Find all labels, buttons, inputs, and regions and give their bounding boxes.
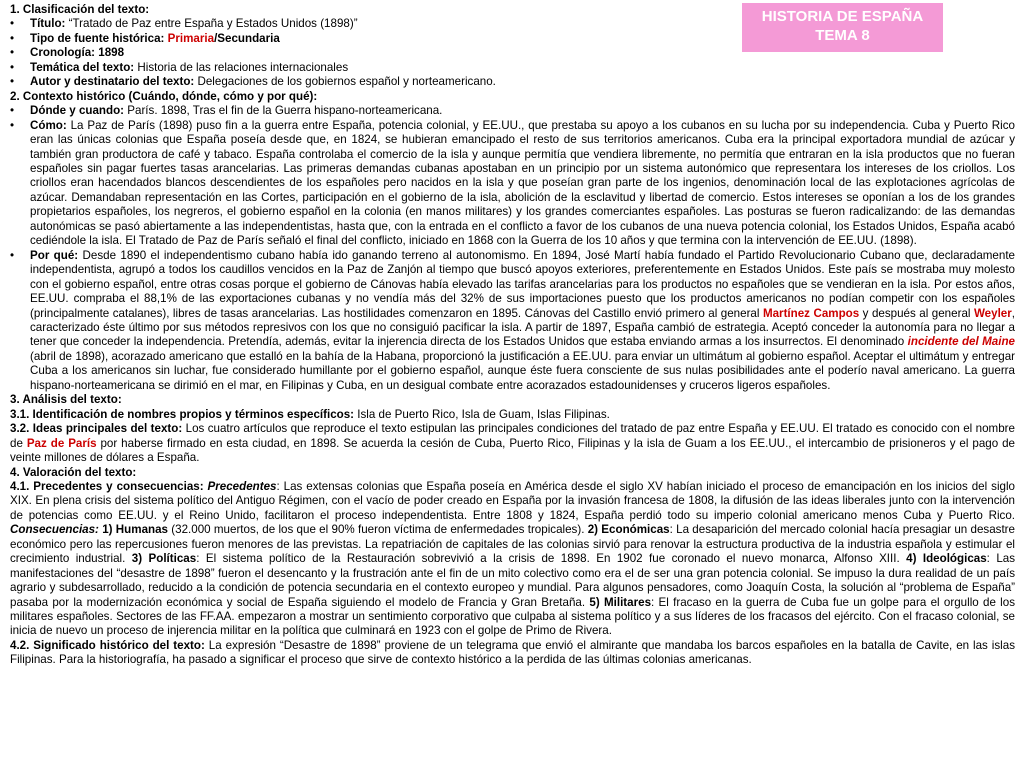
section-4-1: 4.1. Precedentes y consecuencias: Precedentes: Las extensas colonias que España poseía en América desde el siglo XV habían iniciado el proceso de emancipación en los inicios del siglo XIX. En plena crisis del sistema político del Antiguo Régimen, con el vacío de poder creado en España por la invasión francesa de 1808, la difusión de las ideas liberales junto con la intervención de potencias como EE.UU. y el Reino Unido, facilitaron el proceso independentista. Entre 1808 y 1824, España perdió todo su imperio colonial americano menos Cuba y Puerto Rico. Consecuencias: 1) Humanas (32.000 muertos, de los que el 90% fueron víctima de enfermedades tropicales). 2) Económicas: La desaparición del mercado colonial hacía presagiar un desastre económico pero las repercusiones fueron menores de las previstas. La repatriación de capitales de las colonias sirvió para renovar la estructura productiva de la industria española y estimular el crecimiento industrial. 3) Políticas: El sistema político de la Restauración sobrevivió a la crisis de 1898. En 1902 fue coronado el nuevo monarca, Alfonso XIII. 4) Ideológicas: Las manifestaciones del “desastre de 1898” fueron el desencanto y la frustración ante el fin de un mito colectivo como era el de ser una gran potencia colonial. Se impuso la dura realidad de un país agrario y subdesarrollado, reducido a la condición de potencia secundaria en el contexto europeo y mundial. Para algunos pensadores, como Joaquín Costa, la solución al “problema de España” pasaba por la modernización económica y social de España siguiendo el modelo de Francia y Gran Bretaña. 5) Militares: El fracaso en la guerra de Cuba fue un golpe para el orgullo de los militares españoles. Sectores de las FF.AA. empezaron a mostrar un sentimiento corporativo que culpaba al sistema político y a sus líderes de los fracasos del ejército. Con el fracaso colonial, se inicia de nuevo un proceso de injerencia militar en la política que culminará en 1923 con el golpe de Primo de Rivera. — [10, 479, 1016, 638]
badge-line2: TEMA 8 — [815, 27, 870, 44]
paz-de-paris: Paz de París — [26, 436, 97, 450]
section-3-2: 3.2. Ideas principales del texto: Los cuatro artículos que reproduce el texto estipulan las principales condiciones del tratado de paz entre España y EE.UU. El tratado es conocido con el nombre de Paz de París por haberse firmado en esta ciudad, en 1898. Se acuerda la cesión de Cuba, Puerto Rico, Filipinas y la isla de Guam a los EE.UU., el intercambio de prisioneros y el pago de veinte millones de dólares a España. — [10, 422, 1015, 465]
section-3-title: 3. Análisis del texto: — [10, 393, 122, 407]
bullet-fuente: • Tipo de fuente histórica: Primaria/Secundaria — [10, 31, 280, 45]
bullet-icon: • — [10, 46, 15, 60]
incidente-maine: incidente del Maine — [907, 335, 1015, 349]
bullet-icon: • — [10, 248, 15, 262]
section-4-title: 4. Valoración del texto: — [10, 465, 137, 479]
bullet-icon: • — [10, 104, 15, 118]
bullet-titulo: • Título: “Tratado de Paz entre España y Estados Unidos (1898)” — [10, 17, 358, 31]
bullet-donde: • Dónde y cuando: París. 1898, Tras el fin de la Guerra hispano-norteamericana. — [10, 104, 443, 118]
badge-line1: HISTORIA DE ESPAÑA — [761, 8, 924, 25]
section-3-1: 3.1. Identificación de nombres propios y términos específicos: Isla de Puerto Rico, Isla de Guam, Islas Filipinas. — [10, 407, 610, 421]
bullet-autor: • Autor y destinatario del texto: Delegaciones de los gobiernos español y norteamericano. — [10, 75, 496, 89]
bullet-cronologia: • Cronología: 1898 — [10, 46, 125, 60]
bullet-icon: • — [10, 75, 15, 89]
bullet-tematica: • Temática del texto: Historia de las relaciones internacionales — [10, 60, 349, 74]
section-1-title: 1. Clasificación del texto: — [10, 3, 150, 16]
bullet-icon: • — [10, 118, 15, 132]
bullet-como: • Cómo: La Paz de París (1898) puso fin a la guerra entre España, potencia colonial, y EE.UU., que prestaba su apoyo a los cubanos en su lucha por su independencia. Cuba y Puerto Rico eran las únicas colonias que España poseía desde que, en 1824, se hubieran emancipado el resto de sus territorios americanos. Cuba era la principal exportadora mundial de azúcar y también gran productora de café y tabaco. España controlaba el comercio de la isla y aunque permitía que vendiera libremente, no permitía que entraran en la isla productos que no fueran españoles sin pagar fuertes tasas arancelarias. Las primeras demandas cubanas apostaban en un principio por un sistema autonómico que representara los intereses de los criollos. Los criollos eran hacendados blancos descendientes de los españoles pero nacidos en la isla y que poseían gran parte de los ingenios, denominación local de las explotaciones agrícolas de azúcar. Demandaban representación en las Cortes, participación en el gobierno de la isla, abolición de la esclavitud y libertad de comercio. Estos intereses se oponían a los de los grandes propietarios españoles, los negreros, el gobierno español en la colonia (en manos militares) y los grandes comerciantes españoles. Las posturas se fueron radicalizando: de las demandas autonómicas se pasó abiertamente a las independentistas, hasta que, con la entrada en el conflicto a favor de los cubanos de una nueva potencia colonial, los Estados Unidos, España acabó cediéndole la isla. El Tratado de Paz de París señaló el final del conflicto, iniciado en 1868 con la Guerra de los 10 años y que termina con la intervención de EE.UU. (1898). — [10, 118, 1015, 248]
weyler: Weyler — [973, 306, 1012, 320]
bullet-icon: • — [10, 17, 15, 31]
section-4-2: 4.2. Significado histórico del texto: La expresión “Desastre de 1898” proviene de un telegrama que envió el almirante que mandaba los barcos españoles en la batalla de Cavite, en las islas Filipinas. Para la historiografía, ha pasado a significar el proceso que sirve de contexto histórico a la perdida de las últimas colonias americanas. — [10, 638, 1015, 667]
section-2-title: 2. Contexto histórico (Cuándo, dónde, cómo y por qué): — [10, 89, 318, 103]
bullet-icon: • — [10, 60, 15, 74]
martinez-campos: Martínez Campos — [762, 306, 860, 320]
bullet-icon: • — [10, 31, 15, 45]
bullet-porque: • Por qué: Desde 1890 el independentismo cubano había ido ganando terreno al autonomismo. En 1894, José Martí había fundado el Partido Revolucionario Cubano que, declaradamente independentista, agrupó a todos los caudillos vencidos en la Paz de Zanjón al tiempo que buscó apoyos exteriores, preferentemente en Estados Unidos. Este país se mostraba muy molesto con el gobierno español, entre otras cosas porque el gobierno de Cánovas había elevado las tarifas arancelarias para los productos no españoles que se vendieran en la isla. Por estos años, EE.UU. compraba el 88,1% de las exportaciones cubanas y no vendía más del 32% de sus importaciones puesto que los productos americanos no podían competir con los españoles (principalmente catalanes), libres de tasas arancelarias. Las hostilidades comenzaron en 1895. Cánovas del Castillo envió primero al general Martínez Campos y después al general Weyler, caracterizado éste último por sus métodos represivos con los que no consiguió pacificar la isla. A partir de 1897, España cambió de estrategia. Aceptó conceder la autonomía para no llegar a tener que conceder la independencia. Pretendía, además, evitar la injerencia directa de los Estados Unidos que estaba enviando armas a los insurrectos. El denominado incidente del Maine (abril de 1898), acorazado americano que estalló en la bahía de la Habana, proporcionó la justificación a EE.UU. para enviar un ultimátum al gobierno español. Aceptar el ultimátum y entregar Cuba a los americanos sin luchar, fue considerado humillante por el gobierno español, aunque éste fuera consciente de sus nulas posibilidades ante el poderío naval americano. La guerra hispano-norteamericana se dirimió en el mar, en Filipinas y Cuba, en un desigual combate entre acorazados estadounidenses y cruceros ligeros españoles. — [10, 248, 1015, 392]
document-body — [10, 3, 1015, 668]
